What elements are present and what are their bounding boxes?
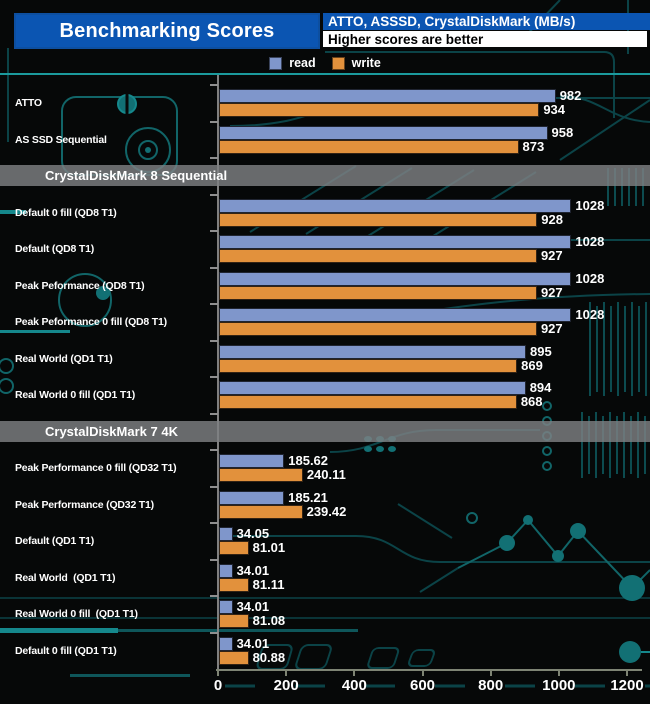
bar-group <box>219 272 650 300</box>
write-value-label: 239.42 <box>306 503 347 519</box>
read-value-label: 895 <box>530 343 552 359</box>
write-value-label: 81.01 <box>252 540 286 555</box>
x-axis-tick <box>422 671 424 676</box>
chart-row <box>0 268 650 305</box>
chart-row <box>0 487 650 524</box>
x-axis-tick <box>353 671 355 676</box>
legend-read-label: read <box>289 56 316 70</box>
chart-row <box>0 231 650 268</box>
write-bar <box>219 505 303 519</box>
chart-row <box>0 596 650 633</box>
x-axis-tick-label: 1200 <box>610 677 644 694</box>
category-label: Peak Peformance (QD8 T1) <box>15 279 145 292</box>
x-axis-tick-label: 0 <box>213 677 223 694</box>
chart-row <box>0 122 650 159</box>
chart-row <box>0 85 650 122</box>
bar-group <box>219 345 650 373</box>
category-label: Default 0 fill (QD1 T1) <box>15 644 117 657</box>
read-bar <box>219 89 556 103</box>
write-bar <box>219 395 517 409</box>
read-bar <box>219 308 571 322</box>
y-axis-tick <box>210 413 218 415</box>
legend <box>0 55 650 71</box>
y-axis-tick <box>210 157 218 159</box>
section-header-bar <box>0 165 650 186</box>
chart-row <box>0 377 650 414</box>
legend-item-write <box>332 56 381 70</box>
section-header-label: CrystalDiskMark 8 Sequential <box>45 168 228 183</box>
write-bar <box>219 578 249 592</box>
write-value-label: 927 <box>540 321 563 336</box>
bar-group <box>219 491 650 519</box>
read-bar <box>219 600 233 614</box>
read-value-label: 185.62 <box>288 453 329 468</box>
chart-note: Higher scores are better <box>328 31 484 47</box>
category-label: Default 0 fill (QD8 T1) <box>15 206 117 219</box>
write-value-label: 873 <box>522 138 545 154</box>
bar-group <box>219 564 650 592</box>
read-bar <box>219 235 571 249</box>
write-bar <box>219 140 519 154</box>
category-label: Peak Performance (QD32 T1) <box>15 498 154 511</box>
write-value-label: 868 <box>520 394 543 409</box>
write-bar <box>219 651 249 665</box>
write-bar <box>219 614 249 628</box>
chart-row <box>0 304 650 341</box>
read-value-label: 34.01 <box>236 635 270 651</box>
x-axis-tick <box>490 671 492 676</box>
x-axis-tick <box>217 671 219 676</box>
chart-row <box>0 560 650 597</box>
bar-group <box>219 89 650 117</box>
write-value-label: 240.11 <box>306 467 346 482</box>
write-bar <box>219 541 249 555</box>
read-value-label: 1028 <box>575 234 605 249</box>
read-swatch-icon <box>269 57 282 70</box>
x-axis-tick-label: 400 <box>341 677 367 694</box>
write-value-label: 934 <box>543 102 566 117</box>
read-bar <box>219 126 548 140</box>
divider-line <box>0 73 650 75</box>
read-bar <box>219 491 284 505</box>
read-bar <box>219 199 571 213</box>
chart-row <box>0 195 650 232</box>
write-value-label: 869 <box>521 357 543 373</box>
write-value-label: 81.08 <box>252 613 286 628</box>
write-bar <box>219 103 539 117</box>
bar-group <box>219 527 650 555</box>
category-label: Real World (QD1 T1) <box>15 352 113 365</box>
write-bar <box>219 468 303 482</box>
bar-group <box>219 308 650 336</box>
category-label: AS SSD Sequential <box>15 133 107 146</box>
read-value-label: 34.05 <box>236 526 270 541</box>
bar-group <box>219 454 650 482</box>
x-axis-tick <box>626 671 628 676</box>
chart-row <box>0 341 650 378</box>
bar-group <box>219 600 650 628</box>
x-axis-tick-label: 200 <box>273 677 299 694</box>
x-axis-tick-label: 800 <box>478 677 504 694</box>
section-header-bar <box>0 421 650 442</box>
write-value-label: 81.11 <box>252 576 285 592</box>
read-bar <box>219 381 526 395</box>
write-swatch-icon <box>332 57 345 70</box>
chart-title: Benchmarking Scores <box>59 19 275 42</box>
read-value-label: 1028 <box>575 307 605 322</box>
x-axis-tick-label: 600 <box>409 677 436 694</box>
category-label: Real World 0 fill (QD1 T1) <box>15 389 136 402</box>
x-axis-line <box>216 669 642 671</box>
write-value-label: 927 <box>540 284 563 300</box>
write-bar <box>219 249 537 263</box>
x-axis-tick-label: 1000 <box>542 677 576 694</box>
write-bar <box>219 213 537 227</box>
chart-row <box>0 633 650 670</box>
write-value-label: 928 <box>541 211 563 227</box>
bar-group <box>219 199 650 227</box>
write-value-label: 80.88 <box>252 649 286 665</box>
read-bar <box>219 527 233 541</box>
legend-item-read <box>269 56 315 70</box>
bar-group <box>219 637 650 665</box>
category-label: Default (QD1 T1) <box>15 535 95 548</box>
read-value-label: 958 <box>551 124 574 140</box>
x-axis-tick <box>558 671 560 676</box>
chart-rows <box>0 85 650 669</box>
chart-subtitle: ATTO, ASSSD, CrystalDiskMark (MB/s) <box>328 14 576 29</box>
category-label: Real World 0 fill (QD1 T1) <box>15 608 138 621</box>
read-bar <box>219 272 571 286</box>
chart-section-row <box>0 158 650 195</box>
read-bar <box>219 564 233 578</box>
read-bar <box>219 345 526 359</box>
chart-row <box>0 450 650 487</box>
write-bar <box>219 322 537 336</box>
write-value-label: 927 <box>540 248 563 263</box>
read-bar <box>219 637 233 651</box>
category-label: Default (QD8 T1) <box>15 243 95 256</box>
read-value-label: 1028 <box>575 270 605 286</box>
bar-group <box>219 381 650 409</box>
bar-group <box>219 235 650 263</box>
category-label: Real World (QD1 T1) <box>15 571 116 584</box>
read-value-label: 982 <box>559 88 582 103</box>
read-value-label: 34.01 <box>236 599 270 614</box>
category-label: Peak Peformance 0 fill (QD8 T1) <box>15 316 167 329</box>
write-bar <box>219 359 517 373</box>
chart-note-bar <box>323 31 647 47</box>
section-header-label: CrystalDiskMark 7 4K <box>45 423 178 439</box>
x-axis-tick <box>285 671 287 676</box>
category-label: ATTO <box>15 97 42 110</box>
read-value-label: 1028 <box>575 197 605 213</box>
chart-title-box <box>14 13 320 49</box>
chart-row <box>0 523 650 560</box>
chart-subtitle-bar <box>323 13 650 30</box>
category-label: Peak Performance 0 fill (QD32 T1) <box>15 462 177 475</box>
read-value-label: 34.01 <box>236 562 270 578</box>
chart-section-row <box>0 414 650 451</box>
legend-write-label: write <box>351 56 381 70</box>
read-bar <box>219 454 284 468</box>
bar-group <box>219 126 650 154</box>
write-bar <box>219 286 537 300</box>
read-value-label: 894 <box>529 380 552 395</box>
read-value-label: 185.21 <box>288 489 328 505</box>
